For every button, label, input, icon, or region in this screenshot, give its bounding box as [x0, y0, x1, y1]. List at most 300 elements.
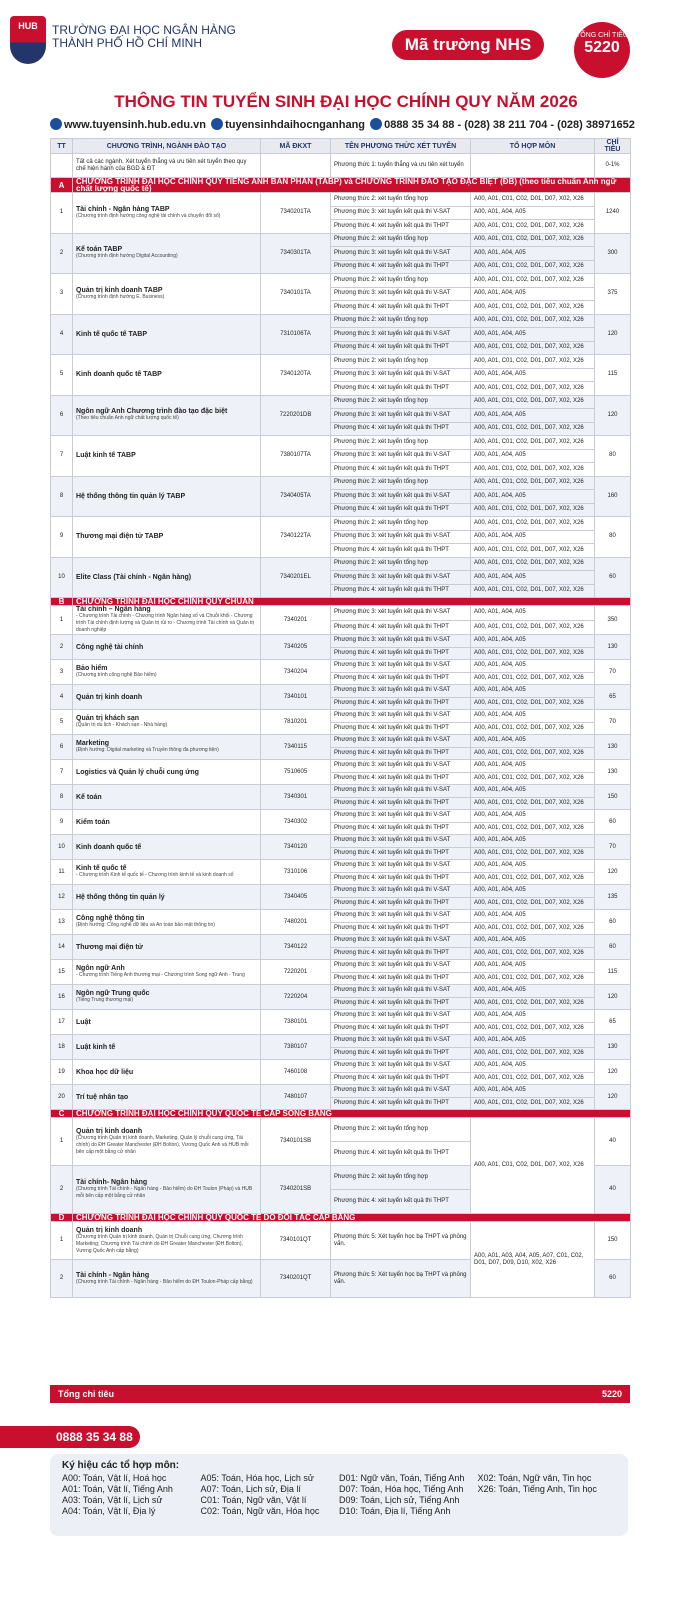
row-method: Phương thức 4: xét tuyển kết quả thi THPT: [331, 1022, 471, 1035]
legend-column: [478, 1473, 617, 1517]
row-method: Phương thức 4: xét tuyển kết quả thi THPT: [331, 672, 471, 685]
row-code: 7220201DB: [261, 395, 331, 436]
row-method: Phương thức 3: xét tuyển kết quả thi V-SAT: [331, 287, 471, 301]
row-combo: A00, A01, A04, A05: [471, 885, 595, 898]
total-quota-badge: [574, 22, 630, 78]
row-tt: 5: [51, 355, 73, 396]
row-method: Phương thức 2: xét tuyển tổng hợp: [331, 476, 471, 490]
row-combo: A00, A01, C01, C02, D01, D07, X02, X26: [471, 260, 595, 274]
row-method: Phương thức 2: xét tuyển tổng hợp: [331, 517, 471, 531]
program-name: Kinh tế quốc tế: [76, 865, 127, 872]
row-program: [73, 710, 261, 735]
row-method: Phương thức 2: xét tuyển tổng hợp: [331, 355, 471, 369]
row-combo: A00, A01, A04, A05: [471, 1085, 595, 1098]
row-program: [73, 860, 261, 885]
row-program: [73, 1166, 261, 1214]
row-combo: A00, A01, A04, A05: [471, 985, 595, 998]
row-code: 7340101SB: [261, 1118, 331, 1166]
row-tt: 12: [51, 885, 73, 910]
row-method: Phương thức 4: xét tuyển kết quả thi THPT: [331, 1190, 471, 1214]
row-method: Phương thức 3: xét tuyển kết quả thi V-SAT: [331, 247, 471, 261]
row-method: Phương thức 3: xét tuyển kết quả thi V-SAT: [331, 1085, 471, 1098]
row-method: Phương thức 4: xét tuyển kết quả thi THPT: [331, 382, 471, 396]
row-tt: 1: [51, 1222, 73, 1260]
program-name: Kinh doanh quốc tế: [76, 843, 142, 851]
section-letter: A: [51, 178, 73, 193]
row-method: Phương thức 3: xét tuyển kết quả thi V-SAT: [331, 1035, 471, 1048]
row-program: [73, 835, 261, 860]
program-name: Kinh doanh quốc tế TABP: [76, 371, 162, 379]
row-method: Phương thức 3: xét tuyển kết quả thi V-SAT: [331, 490, 471, 504]
row-code: 7810201: [261, 710, 331, 735]
table-row: [51, 1118, 631, 1142]
program-name: Luật kinh tế: [76, 1043, 116, 1051]
row-program: [73, 193, 261, 234]
section-header-b: [51, 598, 631, 606]
row-combo: A00, A01, A04, A05: [471, 328, 595, 342]
table-row: [51, 1060, 631, 1073]
program-name: Tài chính- Ngân hàng: [76, 1179, 148, 1186]
row-method: Phương thức 3: xét tuyển kết quả thi V-SAT: [331, 710, 471, 723]
row-tt: 7: [51, 436, 73, 477]
intro-quota: 0-1%: [595, 154, 631, 178]
table-row: [51, 985, 631, 998]
row-quota: 120: [595, 860, 631, 885]
program-name: Thương mại điện tử TABP: [76, 533, 164, 541]
row-method: Phương thức 4: xét tuyển kết quả thi THPT: [331, 722, 471, 735]
table-row: [51, 355, 631, 369]
row-code: 7340301TA: [261, 233, 331, 274]
row-combo: A00, A01, C01, C02, D01, D07, X02, X26: [471, 476, 595, 490]
row-quota: 115: [595, 355, 631, 396]
program-name: Quản trị kinh doanh: [76, 693, 143, 701]
legend-item: A01: Toán, Vật lí, Tiếng Anh: [62, 1484, 173, 1494]
row-combo: A00, A01, C01, C02, D01, D07, X02, X26: [471, 797, 595, 810]
row-combo: A00, A01, C01, C02, D01, D07, X02, X26: [471, 233, 595, 247]
row-program: [73, 233, 261, 274]
school-code-badge: Mã trường NHS: [392, 30, 544, 60]
program-note: (Chương trình định hướng Digital Accounting): [76, 253, 178, 260]
row-code: 7340101QT: [261, 1222, 331, 1260]
row-method: Phương thức 4: xét tuyển kết quả thi THPT: [331, 260, 471, 274]
section-title: CHƯƠNG TRÌNH ĐẠI HỌC CHÍNH QUY QUỐC TẾ DO ĐỐI TÁC CẤP BẰNG: [73, 1214, 631, 1222]
program-name: Công nghệ thông tin: [76, 915, 145, 922]
row-program: [73, 1010, 261, 1035]
row-method: Phương thức 4: xét tuyển kết quả thi THPT: [331, 872, 471, 885]
row-combo: A00, A01, A04, A05: [471, 635, 595, 648]
row-tt: 16: [51, 985, 73, 1010]
row-combo: A00, A01, C01, C02, D01, D07, X02, X26: [471, 847, 595, 860]
row-combo: A00, A01, C01, C02, D01, D07, X02, X26: [471, 747, 595, 760]
program-note: (Định hướng: Công nghệ dữ liệu và An toàn bảo mật thông tin): [76, 922, 215, 928]
section-letter: C: [51, 1110, 73, 1118]
row-method: Phương thức 4: xét tuyển kết quả thi THPT: [331, 503, 471, 517]
table-row: [51, 1035, 631, 1048]
row-program: [73, 1085, 261, 1110]
row-method: Phương thức 2: xét tuyển tổng hợp: [331, 1166, 471, 1190]
row-combo: A00, A01, A04, A05: [471, 710, 595, 723]
row-program: [73, 935, 261, 960]
table-row: [51, 1085, 631, 1098]
section-header-a: [51, 178, 631, 193]
row-quota: 130: [595, 735, 631, 760]
table-row: [51, 517, 631, 531]
row-code: 7380107TA: [261, 436, 331, 477]
row-quota: 60: [595, 810, 631, 835]
row-quota: 115: [595, 960, 631, 985]
row-quota: 80: [595, 436, 631, 477]
row-tt: 2: [51, 233, 73, 274]
row-program: [73, 557, 261, 598]
row-tt: 20: [51, 1085, 73, 1110]
program-name: Kinh tế quốc tế TABP: [76, 330, 148, 338]
table-row: [51, 1010, 631, 1023]
table-row: [51, 785, 631, 798]
row-tt: 8: [51, 785, 73, 810]
row-quota: 130: [595, 635, 631, 660]
row-tt: 1: [51, 1118, 73, 1166]
row-combo: A00, A01, C01, C02, D01, D07, X02, X26: [471, 697, 595, 710]
row-tt: 19: [51, 1060, 73, 1085]
header-program: CHƯƠNG TRÌNH, NGÀNH ĐÀO TẠO: [73, 139, 261, 154]
row-code: 7340115: [261, 735, 331, 760]
row-quota: 60: [595, 935, 631, 960]
row-code: 7380101: [261, 1010, 331, 1035]
row-combo: A00, A01, A04, A05: [471, 960, 595, 973]
program-note: (Quản trị du lịch - Khách sạn - Nhà hàng): [76, 722, 168, 728]
legend-column: [62, 1473, 201, 1517]
facebook-link[interactable]: tuyensinhdaihocnganhang: [225, 119, 366, 131]
row-method: Phương thức 4: xét tuyển kết quả thi THPT: [331, 1142, 471, 1166]
school-name-line1: TRƯỜNG ĐẠI HỌC NGÂN HÀNG: [52, 23, 236, 37]
row-tt: 6: [51, 735, 73, 760]
table-row: [51, 760, 631, 773]
row-combo: A00, A01, A04, A05: [471, 247, 595, 261]
program-note: (Chương trình công nghệ Bảo hiểm): [76, 672, 157, 678]
row-method: Phương thức 3: xét tuyển kết quả thi V-SAT: [331, 571, 471, 585]
total-label: Tổng chỉ tiêu: [58, 1389, 114, 1399]
row-code: 7340201TA: [261, 193, 331, 234]
row-program: [73, 660, 261, 685]
row-method: Phương thức 2: xét tuyển tổng hợp: [331, 557, 471, 571]
row-program: [73, 685, 261, 710]
program-note: - Chương trình Tiếng Anh thương mại - Chương trình Song ngữ Anh - Trung: [76, 972, 245, 978]
row-quota: 40: [595, 1118, 631, 1166]
row-quota: 130: [595, 760, 631, 785]
table-row: [51, 660, 631, 673]
section-title: CHƯƠNG TRÌNH ĐẠI HỌC CHÍNH QUY CHUẨN: [73, 598, 631, 606]
row-tt: 2: [51, 1166, 73, 1214]
row-method: Phương thức 4: xét tuyển kết quả thi THPT: [331, 647, 471, 660]
row-combo: A00, A01, C01, C02, D01, D07, X02, X26: [471, 503, 595, 517]
row-method: Phương thức 2: xét tuyển tổng hợp: [331, 233, 471, 247]
row-combo: A00, A01, C01, C02, D01, D07, X02, X26: [471, 314, 595, 328]
row-combo: A00, A01, C01, C02, D01, D07, X02, X26: [471, 463, 595, 477]
total-quota-value: 5220: [584, 39, 620, 56]
legend-item: A07: Toán, Lịch sử, Địa lí: [200, 1484, 301, 1494]
row-method: Phương thức 4: xét tuyển kết quả thi THPT: [331, 544, 471, 558]
row-combo: A00, A01, C01, C02, D01, D07, X02, X26: [471, 1072, 595, 1085]
table-header-row: [51, 139, 631, 154]
row-tt: 17: [51, 1010, 73, 1035]
row-method: Phương thức 4: xét tuyển kết quả thi THPT: [331, 972, 471, 985]
row-code: 7340101: [261, 685, 331, 710]
table-row: [51, 395, 631, 409]
row-combo: A00, A01, C01, C02, D01, D07, X02, X26: [471, 1097, 595, 1110]
row-combo: A00, A01, A04, A05: [471, 530, 595, 544]
row-program: [73, 1260, 261, 1298]
row-method: Phương thức 3: xét tuyển kết quả thi V-SAT: [331, 810, 471, 823]
row-tt: 3: [51, 274, 73, 315]
program-name: Kế toán: [76, 793, 102, 801]
row-quota: 120: [595, 1085, 631, 1110]
row-code: 7380107: [261, 1035, 331, 1060]
table-row: [51, 274, 631, 288]
row-program: [73, 274, 261, 315]
program-name: Khoa học dữ liệu: [76, 1068, 134, 1076]
row-method: Phương thức 2: xét tuyển tổng hợp: [331, 274, 471, 288]
row-method: Phương thức 4: xét tuyển kết quả thi THPT: [331, 697, 471, 710]
row-combo: A00, A01, C01, C02, D01, D07, X02, X26: [471, 193, 595, 207]
row-combo: A00, A01, C01, C02, D01, D07, X02, X26: [471, 220, 595, 234]
row-quota: 300: [595, 233, 631, 274]
legend-item: X02: Toán, Ngữ văn, Tin học: [477, 1473, 592, 1483]
row-quota: 65: [595, 1010, 631, 1035]
row-tt: 3: [51, 660, 73, 685]
row-quota: 160: [595, 476, 631, 517]
row-program: [73, 785, 261, 810]
table-row: [51, 476, 631, 490]
row-method: Phương thức 3: xét tuyển kết quả thi V-SAT: [331, 530, 471, 544]
legend-item: D07: Toán, Hóa học, Tiếng Anh: [339, 1484, 464, 1494]
row-method: Phương thức 3: xét tuyển kết quả thi V-SAT: [331, 409, 471, 423]
row-method: Phương thức 3: xét tuyển kết quả thi V-SAT: [331, 206, 471, 220]
row-combo: A00, A01, C01, C02, D01, D07, X02, X26: [471, 341, 595, 355]
page-title: THÔNG TIN TUYỂN SINH ĐẠI HỌC CHÍNH QUY NĂM 2026: [114, 92, 578, 111]
school-logo: HUB: [10, 16, 46, 64]
row-code: 7460108: [261, 1060, 331, 1085]
program-note: (Chương trình định hướng công nghệ tài chính và chuyển đổi số): [76, 212, 221, 219]
row-method: Phương thức 3: xét tuyển kết quả thi V-SAT: [331, 328, 471, 342]
header-quota: CHỈ TIÊU: [595, 139, 631, 154]
program-name: Trí tuệ nhân tạo: [76, 1093, 129, 1101]
legend-item: A05: Toán, Hóa học, Lịch sử: [200, 1473, 314, 1483]
combo-legend: [50, 1454, 628, 1536]
table-row: [51, 935, 631, 948]
total-quota-label: TỔNG CHỈ TIÊU: [576, 32, 628, 39]
row-combo: A00, A01, A04, A05: [471, 785, 595, 798]
program-name: Thương mại điện tử: [76, 943, 143, 951]
table-row: [51, 735, 631, 748]
row-code: 7340201EL: [261, 557, 331, 598]
program-name: Kiểm toán: [76, 818, 110, 826]
row-tt: 11: [51, 860, 73, 885]
row-tt: 5: [51, 710, 73, 735]
row-combo: A00, A01, C01, C02, D01, D07, X02, X26: [471, 947, 595, 960]
row-tt: 15: [51, 960, 73, 985]
row-combo: A00, A01, A03, A04, A05, A07, C01, C02, D01, D07, D09, D10, X02, X26: [471, 1222, 595, 1298]
row-method: Phương thức 4: xét tuyển kết quả thi THPT: [331, 822, 471, 835]
row-code: 7340101TA: [261, 274, 331, 315]
program-note: - Chương trình Tài chính - Chương trình Ngân hàng số và Chuỗi khối - Chương trình Tài chính định lượng và Quản trị rủi ro - Chương trình Tài chính và Quản trị doanh nghiệp: [76, 613, 255, 633]
row-method: Phương thức 4: xét tuyển kết quả thi THPT: [331, 947, 471, 960]
phone-numbers: 0888 35 34 88 - (028) 38 211 704 - (028) 38971652: [384, 119, 635, 131]
row-quota: 130: [595, 1035, 631, 1060]
program-name: Ngôn ngữ Trung quốc: [76, 990, 150, 997]
legend-item: D01: Ngữ văn, Toán, Tiếng Anh: [339, 1473, 465, 1483]
row-method: Phương thức 3: xét tuyển kết quả thi V-SAT: [331, 449, 471, 463]
program-name: Quản trị kinh doanh TABP: [76, 286, 163, 294]
section-header-d: [51, 1214, 631, 1222]
row-quota: 80: [595, 517, 631, 558]
row-method: Phương thức 2: xét tuyển tổng hợp: [331, 314, 471, 328]
row-method: Phương thức 4: xét tuyển kết quả thi THPT: [331, 922, 471, 935]
row-combo: A00, A01, A04, A05: [471, 606, 595, 621]
row-combo: A00, A01, C01, C02, D01, D07, X02, X26: [471, 395, 595, 409]
row-code: 7220201: [261, 960, 331, 985]
row-combo: A00, A01, C01, C02, D01, D07, X02, X26: [471, 1118, 595, 1214]
row-method: Phương thức 3: xét tuyển kết quả thi V-SAT: [331, 785, 471, 798]
row-code: 7340201QT: [261, 1260, 331, 1298]
row-combo: A00, A01, C01, C02, D01, D07, X02, X26: [471, 557, 595, 571]
table-row: [51, 1222, 631, 1260]
program-name: Tài chính - Ngân hàng: [76, 1271, 150, 1279]
row-method: Phương thức 3: xét tuyển kết quả thi V-SAT: [331, 910, 471, 923]
row-program: [73, 810, 261, 835]
table-row: [51, 436, 631, 450]
row-tt: 8: [51, 476, 73, 517]
row-combo: A00, A01, C01, C02, D01, D07, X02, X26: [471, 301, 595, 315]
row-method: Phương thức 2: xét tuyển tổng hợp: [331, 395, 471, 409]
row-tt: 4: [51, 685, 73, 710]
program-name: Quản trị kinh doanh: [76, 1226, 143, 1234]
row-combo: A00, A01, A04, A05: [471, 449, 595, 463]
program-name: Luật: [76, 1018, 91, 1026]
table-row: [51, 860, 631, 873]
row-combo: A00, A01, A04, A05: [471, 810, 595, 823]
hotline-banner[interactable]: 0888 35 34 88: [0, 1426, 140, 1448]
legend-item: A00: Toán, Vật lí, Hoá học: [62, 1473, 167, 1483]
row-method: Phương thức 3: xét tuyển kết quả thi V-SAT: [331, 735, 471, 748]
program-name: Kế toán TABP: [76, 246, 123, 254]
row-combo: A00, A01, A04, A05: [471, 206, 595, 220]
section-title: CHƯƠNG TRÌNH ĐẠI HỌC CHÍNH QUY QUỐC TẾ CẤP SONG BẰNG: [73, 1110, 631, 1118]
row-quota: 120: [595, 1060, 631, 1085]
row-code: 7340301: [261, 785, 331, 810]
row-quota: 120: [595, 985, 631, 1010]
row-method: Phương thức 4: xét tuyển kết quả thi THPT: [331, 1072, 471, 1085]
row-quota: 350: [595, 606, 631, 635]
row-code: 7340201: [261, 606, 331, 635]
row-combo: A00, A01, C01, C02, D01, D07, X02, X26: [471, 436, 595, 450]
row-method: Phương thức 4: xét tuyển kết quả thi THPT: [331, 897, 471, 910]
table-row: [51, 635, 631, 648]
program-note: (Chương trình Tài chính - Ngân hàng - Bảo hiểm do ĐH Toulon-Pháp cấp bằng): [76, 1278, 253, 1285]
row-program: [73, 1222, 261, 1260]
row-program: [73, 395, 261, 436]
table-row: [51, 960, 631, 973]
total-row: [50, 1385, 630, 1403]
row-code: 7340204: [261, 660, 331, 685]
row-combo: A00, A01, A04, A05: [471, 1060, 595, 1073]
website-link[interactable]: www.tuyensinh.hub.edu.vn: [64, 119, 206, 131]
row-combo: A00, A01, A04, A05: [471, 835, 595, 848]
row-combo: A00, A01, A04, A05: [471, 490, 595, 504]
row-combo: A00, A01, A04, A05: [471, 935, 595, 948]
table-row: [51, 885, 631, 898]
legend-column: [201, 1473, 340, 1517]
row-combo: A00, A01, C01, C02, D01, D07, X02, X26: [471, 1022, 595, 1035]
row-method: Phương thức 3: xét tuyển kết quả thi V-SAT: [331, 860, 471, 873]
row-code: 7340205: [261, 635, 331, 660]
row-code: 7340405: [261, 885, 331, 910]
section-letter: D: [51, 1214, 73, 1222]
row-quota: 60: [595, 557, 631, 598]
row-method: Phương thức 3: xét tuyển kết quả thi V-SAT: [331, 685, 471, 698]
row-quota: 375: [595, 274, 631, 315]
intro-row: [51, 154, 631, 178]
row-combo: A00, A01, C01, C02, D01, D07, X02, X26: [471, 647, 595, 660]
row-tt: 10: [51, 557, 73, 598]
row-code: 7510605: [261, 760, 331, 785]
row-method: Phương thức 4: xét tuyển kết quả thi THPT: [331, 463, 471, 477]
row-combo: A00, A01, A04, A05: [471, 735, 595, 748]
row-combo: A00, A01, C01, C02, D01, D07, X02, X26: [471, 274, 595, 288]
row-combo: A00, A01, C01, C02, D01, D07, X02, X26: [471, 897, 595, 910]
row-tt: 4: [51, 314, 73, 355]
table-row: [51, 910, 631, 923]
row-program: [73, 910, 261, 935]
program-note: (Tiếng Trung thương mại): [76, 997, 134, 1003]
header-tt: TT: [51, 139, 73, 154]
row-method: Phương thức 3: xét tuyển kết quả thi V-SAT: [331, 885, 471, 898]
legend-item: A03: Toán, Vật lí, Lịch sử: [62, 1495, 163, 1505]
row-quota: 65: [595, 685, 631, 710]
row-method: Phương thức 3: xét tuyển kết quả thi V-SAT: [331, 960, 471, 973]
row-code: 7310106TA: [261, 314, 331, 355]
row-tt: 14: [51, 935, 73, 960]
row-combo: A00, A01, A04, A05: [471, 910, 595, 923]
row-method: Phương thức 3: xét tuyển kết quả thi V-SAT: [331, 1060, 471, 1073]
program-name: Quản trị khách sạn: [76, 715, 140, 722]
section-title: CHƯƠNG TRÌNH ĐẠI HỌC CHÍNH QUY TIẾNG ANH BÁN PHẦN (TABP) và CHƯƠNG TRÌNH ĐÀO TẠO ĐẶC BIỆT (ĐB) (theo tiêu chuẩn Anh ngữ chất lượng quốc tế): [73, 178, 631, 193]
row-program: [73, 985, 261, 1010]
row-combo: A00, A01, C01, C02, D01, D07, X02, X26: [471, 997, 595, 1010]
row-method: Phương thức 5: Xét tuyển học bạ THPT và phỏng vấn.: [331, 1260, 471, 1298]
row-program: [73, 1118, 261, 1166]
program-name: Công nghệ tài chính: [76, 643, 144, 651]
row-tt: 13: [51, 910, 73, 935]
row-combo: A00, A01, C01, C02, D01, D07, X02, X26: [471, 672, 595, 685]
total-value: 5220: [601, 1389, 622, 1399]
row-tt: 6: [51, 395, 73, 436]
row-tt: 18: [51, 1035, 73, 1060]
intro-method: Phương thức 1: tuyển thẳng và ưu tiên xét tuyển: [331, 154, 471, 178]
globe-icon: [50, 118, 62, 130]
row-code: 7480107: [261, 1085, 331, 1110]
row-method: Phương thức 2: xét tuyển tổng hợp: [331, 436, 471, 450]
row-combo: A00, A01, A04, A05: [471, 760, 595, 773]
program-name: Ngôn ngữ Anh Chương trình đào tạo đặc biệt: [76, 408, 228, 416]
row-code: 7310106: [261, 860, 331, 885]
legend-column: [339, 1473, 478, 1517]
row-method: Phương thức 3: xét tuyển kết quả thi V-SAT: [331, 985, 471, 998]
row-program: [73, 314, 261, 355]
row-method: Phương thức 3: xét tuyển kết quả thi V-SAT: [331, 660, 471, 673]
legend-item: C01: Toán, Ngữ văn, Vật lí: [200, 1495, 307, 1505]
contact-bar: [48, 118, 688, 131]
row-combo: A00, A01, C01, C02, D01, D07, X02, X26: [471, 382, 595, 396]
